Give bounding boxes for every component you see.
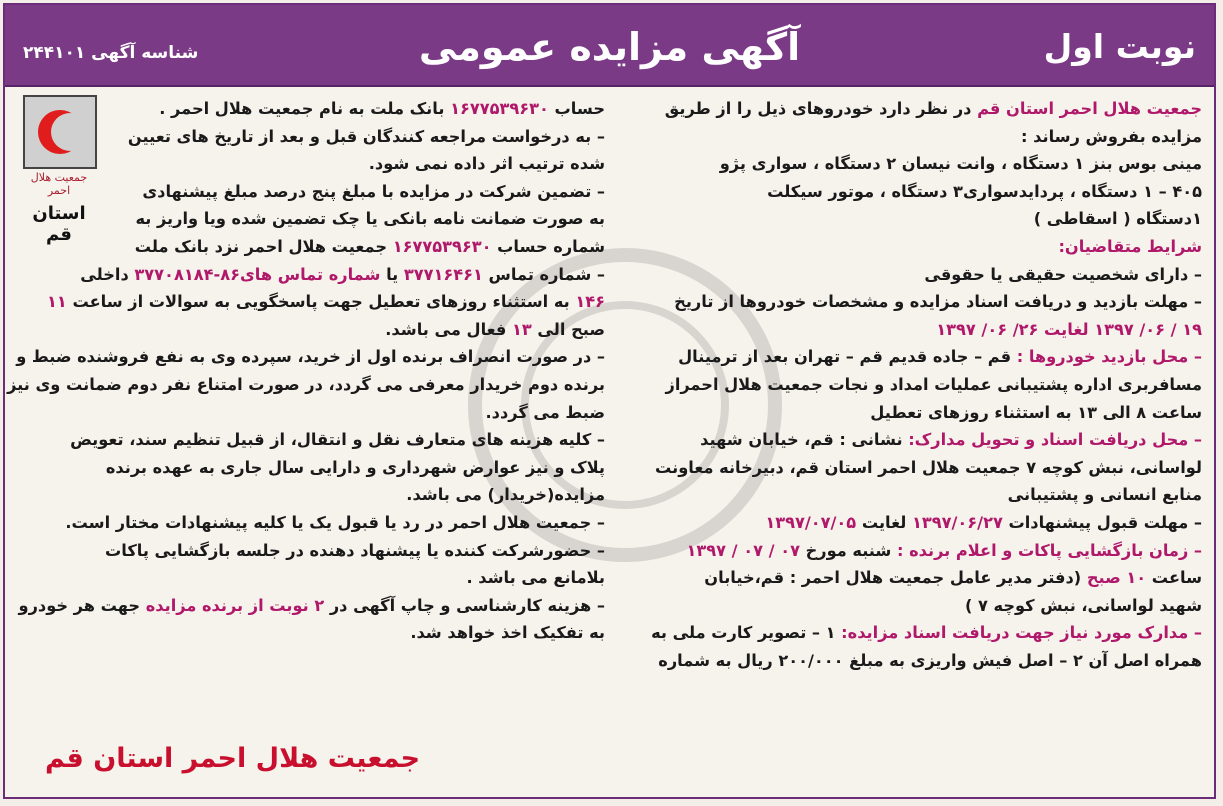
left-column-text: ۱۳: [512, 319, 532, 339]
right-column-text: ۱۰ صبح: [1086, 568, 1147, 588]
right-column-text: در نظر دارد خودروهای ذیل را از طریق: [664, 99, 978, 118]
left-column-text: ضبط می گردد.: [485, 402, 605, 422]
left-column-text: ۱۱: [47, 292, 67, 312]
left-column-text: حساب: [548, 99, 605, 118]
left-column-text: صبح الی: [531, 319, 605, 339]
right-column-text: – محل بازدید خودروها :: [1011, 347, 1202, 367]
ad-header: [5, 5, 1214, 87]
right-column-text: ۱۹ / ۰۶/ ۱۳۹۷ لغایت ۲۶/ ۰۶/ ۱۳۹۷: [936, 319, 1202, 339]
left-column-text: بلامانع می باشد .: [466, 568, 605, 588]
right-column-line: [604, 454, 1202, 482]
left-column-text: جمعیت هلال احمر نزد بانک ملت: [134, 236, 393, 256]
right-column-text: ۱دستگاه ( اسقاطی ): [1033, 209, 1202, 229]
right-column-text: منابع انسانی و پشتیبانی: [1007, 485, 1202, 505]
right-column-text: جمعیت هلال احمر استان قم: [977, 99, 1202, 118]
left-column-text: ۱۴۶: [575, 292, 605, 312]
right-column: [604, 95, 1202, 674]
left-column-line: [105, 95, 605, 123]
left-column-text: – در صورت انصراف برنده اول از خرید، سپرده وی به نفع فروشنده ضبط و: [16, 347, 605, 367]
right-column-line: [604, 123, 1202, 151]
left-column-text: شده ترتیب اثر داده نمی شود.: [368, 154, 605, 174]
ad-round: نوبت اول: [1043, 27, 1196, 66]
left-column-line: [16, 343, 605, 371]
right-column-line: [604, 564, 1202, 592]
right-column-text: ۱ – تصویر کارت ملی به: [651, 623, 836, 643]
left-column-text: – به درخواست مراجعه کنندگان قبل و بعد از تاریخ های تعیین: [127, 126, 605, 146]
right-column-line: [604, 233, 1202, 261]
left-column-line: [70, 426, 605, 454]
ad-title: آگهی مزایده عمومی: [418, 25, 801, 69]
right-column-line: [604, 261, 1202, 289]
left-column-line: [18, 592, 605, 620]
left-column-text: مزایده(خریدار) می باشد.: [406, 485, 605, 505]
left-column-line: [105, 123, 605, 151]
right-column-text: همراه اصل آن ۲ – اصل فیش واریزی به مبلغ ۲۰۰/۰۰۰ ریال به شماره: [658, 650, 1202, 670]
left-column-line: [105, 233, 605, 261]
left-column-line: [105, 316, 605, 344]
left-column-line: [105, 481, 605, 509]
ad-frame: [3, 3, 1216, 799]
right-column-text: شنبه مورخ: [799, 540, 892, 560]
red-crescent-icon: [23, 95, 97, 169]
right-column-line: [604, 481, 1202, 509]
right-column-line: [604, 509, 1202, 537]
right-column-text: – زمان بازگشایی پاکات و اعلام برنده :: [891, 540, 1202, 560]
right-column-text: – مهلت قبول پیشنهادات: [1002, 512, 1202, 532]
right-column-text: ۴۰۵ – ۱ دستگاه ، پردایدسواری۳ دستگاه ، موتور سیکلت: [767, 181, 1202, 201]
right-column-text: ۱۳۹۷/۰۷/۰۵: [765, 512, 857, 532]
ad-id-label: شناسه آگهی ۲۴۴۱۰۱: [23, 43, 199, 63]
left-column-text: ۱۶۷۷۵۳۹۶۳۰: [392, 236, 492, 256]
left-column-text: ۱۶۷۷۵۳۹۶۳۰: [450, 99, 549, 118]
right-column-text: – مدارک مورد نیاز جهت دریافت اسناد مزایده:: [835, 623, 1202, 643]
right-column-line: [604, 619, 1202, 647]
right-column-text: ۰۷ / ۰۷ / ۱۳۹۷: [686, 540, 800, 560]
left-column-line: [7, 371, 605, 399]
right-column-text: نشانی : قم، خیابان شهید: [700, 430, 903, 450]
left-column-text: شماره حساب: [491, 236, 605, 256]
right-column-line: [604, 205, 1202, 233]
left-column-text: به استثناء روزهای تعطیل جهت پاسخگویی به سوالات از ساعت: [66, 292, 576, 312]
right-column-line: [604, 178, 1202, 206]
left-column-text: فعال می باشد.: [385, 319, 513, 339]
right-column-line: [604, 592, 1202, 620]
right-column-line: [604, 150, 1202, 178]
right-column-line: [604, 95, 1202, 123]
left-column-text: – حضورشرکت کننده یا پیشنهاد دهنده در جلسه بازگشایی پاکات: [104, 540, 605, 560]
left-column-line: [105, 564, 605, 592]
right-column-line: [604, 537, 1202, 565]
left-column-text: – شماره تماس: [482, 264, 605, 284]
left-column-text: پلاک و نیز عوارض شهرداری و دارایی سال جاری به عهده برنده: [105, 457, 605, 477]
left-column-text: به تفکیک اخذ خواهد شد.: [410, 623, 605, 643]
right-column-text: مسافربری اداره پشتیبانی عملیات امداد و نجات جمعیت هلال احمراز: [665, 374, 1202, 394]
right-column-text: شهید لواسانی، نبش کوچه ۷ ): [964, 595, 1202, 615]
left-column-line: [105, 537, 605, 565]
left-column-text: – جمعیت هلال احمر در رد یا قبول یک یا کلیه پیشنهادات مختار است.: [65, 512, 605, 532]
right-column-line: [604, 316, 1202, 344]
right-column-text: – محل دریافت اسناد و تحویل مدارک:: [902, 430, 1202, 450]
right-column-text: لغایت: [856, 512, 912, 532]
right-column-text: – مهلت بازدید و دریافت اسناد مزایده و مشخصات خودروها از تاریخ: [674, 292, 1202, 312]
left-column-text: – هزینه کارشناسی و چاپ آگهی در: [324, 595, 605, 615]
left-column-line: [105, 454, 605, 482]
right-column-text: قم – جاده قدیم قم – تهران بعد از ترمینال: [678, 347, 1012, 367]
left-column-line: [105, 399, 605, 427]
right-column-text: شرایط متقاضیان:: [1058, 236, 1202, 256]
left-column-line: [65, 509, 605, 537]
right-column-line: [604, 647, 1202, 675]
left-column-text: برنده دوم خریدار معرفی می گردد، در صورت امتناع نفر دوم ضمانت وی نیز: [7, 374, 605, 394]
red-crescent-logo: [21, 95, 97, 245]
left-column-line: [105, 619, 605, 647]
left-column-line: [105, 150, 605, 178]
right-column-text: مینی بوس بنز ۱ دستگاه ، وانت نیسان ۲ دستگاه ، سواری پژو: [719, 154, 1202, 174]
right-column-text: – دارای شخصیت حقیقی یا حقوقی: [924, 264, 1202, 284]
right-column-line: [604, 399, 1202, 427]
logo-caption: جمعیت هلال احمر: [30, 171, 88, 197]
right-column-line: [604, 426, 1202, 454]
left-column-line: [80, 261, 605, 289]
right-column-text: (دفتر مدیر عامل جمعیت هلال احمر : قم،خیابان: [704, 568, 1087, 588]
left-column-line: [47, 288, 605, 316]
right-column-line: [604, 371, 1202, 399]
left-column-text: به صورت ضمانت نامه بانکی یا چک تضمین شده ویا واریز به: [135, 209, 605, 229]
left-column-text: ۳۷۷۱۶۴۶۱: [403, 264, 483, 284]
right-column-line: [604, 343, 1202, 371]
right-column-text: ساعت ۸ الی ۱۳ به استثناء روزهای تعطیل: [870, 402, 1202, 422]
logo-province: استان قم: [32, 203, 86, 245]
right-column-text: لواسانی، نبش کوچه ۷ جمعیت هلال احمر استان قم، دبیرخانه معاونت: [655, 457, 1202, 477]
right-column-text: ساعت: [1146, 568, 1202, 588]
left-column-text: – کلیه هزینه های متعارف نقل و انتقال، از قبیل تنظیم سند، تعویض: [70, 430, 605, 450]
left-column-text: داخلی: [80, 264, 135, 284]
right-column-line: [604, 288, 1202, 316]
left-column-text: – تضمین شرکت در مزایده با مبلغ پنج درصد مبلغ پیشنهادی: [142, 181, 605, 201]
right-column-text: ۱۳۹۷/۰۶/۲۷: [911, 512, 1003, 532]
left-column-text: جهت هر خودرو: [18, 595, 146, 615]
left-column-text: شماره تماس های۸۶-۳۷۷۰۸۱۸۴: [134, 264, 381, 284]
right-column-text: مزایده بفروش رساند :: [1021, 126, 1202, 146]
left-column-text: بانک ملت به نام جمعیت هلال احمر .: [159, 99, 451, 118]
left-column-line: [105, 178, 605, 206]
left-column-line: [105, 205, 605, 233]
left-column-text: یا: [380, 264, 404, 284]
left-column-text: ۲ نوبت از برنده مزایده: [145, 595, 325, 615]
signature: جمعیت هلال احمر استان قم: [45, 743, 421, 774]
